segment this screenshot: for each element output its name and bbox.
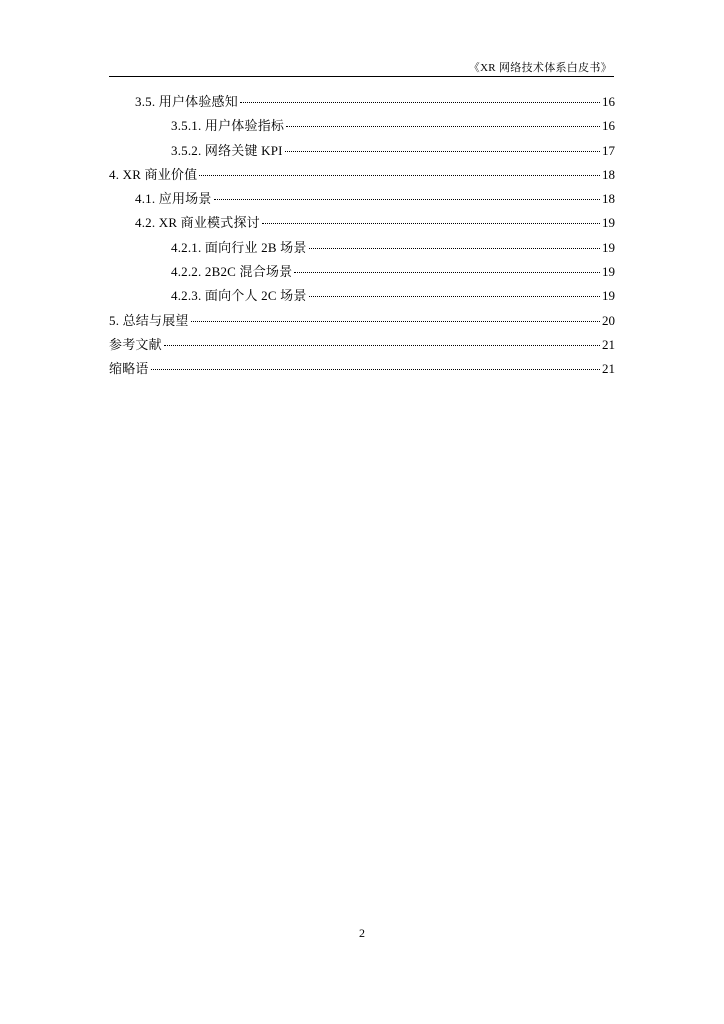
toc-entry-label: 4.2.2. 2B2C 混合场景 bbox=[171, 264, 293, 280]
toc-dot-leader bbox=[286, 126, 600, 127]
toc-entry-page: 17 bbox=[602, 142, 615, 158]
toc-entry-label: 3.5. 用户体验感知 bbox=[135, 94, 238, 109]
toc-entry-page: 16 bbox=[602, 118, 615, 134]
toc-entry-page: 20 bbox=[602, 312, 615, 328]
toc-entry-page: 19 bbox=[602, 264, 615, 280]
toc-entry-label: 3.5.2. 网络关键 KPI bbox=[171, 142, 283, 158]
toc-entry[interactable] bbox=[109, 188, 615, 212]
toc-entry-page: 21 bbox=[602, 336, 615, 352]
toc-entry[interactable] bbox=[109, 310, 615, 334]
toc-entry-label: 4. XR 商业价值 bbox=[109, 166, 198, 182]
toc-dot-leader bbox=[285, 151, 600, 152]
toc-entry-page: 19 bbox=[602, 288, 615, 304]
toc-dot-leader bbox=[214, 199, 600, 200]
toc-entry-label: 参考文献 bbox=[109, 336, 162, 352]
toc-entry[interactable] bbox=[109, 91, 615, 115]
toc-entry[interactable] bbox=[109, 237, 615, 261]
toc-entry-label: 3.5.1. 用户体验指标 bbox=[171, 118, 285, 134]
toc-entry[interactable] bbox=[109, 358, 615, 382]
toc-entry[interactable] bbox=[109, 212, 615, 236]
toc-entry-page: 18 bbox=[602, 166, 615, 182]
toc-entry-label: 4.2.1. 面向行业 2B 场景 bbox=[171, 239, 307, 255]
toc-entry-label: 4.2. XR 商业模式探讨 bbox=[135, 215, 260, 231]
toc-entry-page: 19 bbox=[602, 215, 615, 231]
toc-entry[interactable] bbox=[109, 164, 615, 188]
toc-entry[interactable] bbox=[109, 334, 615, 358]
toc-entry[interactable] bbox=[109, 261, 615, 285]
toc-entry-page: 19 bbox=[602, 239, 615, 255]
toc-dot-leader bbox=[164, 345, 600, 346]
toc-dot-leader bbox=[199, 175, 600, 176]
toc-entry-label: 缩略语 bbox=[109, 361, 149, 377]
toc-entry-label: 4.1. 应用场景 bbox=[135, 191, 212, 207]
toc-dot-leader bbox=[294, 272, 600, 273]
table-of-contents bbox=[109, 91, 615, 383]
page-number: 2 bbox=[359, 926, 365, 940]
toc-dot-leader bbox=[191, 321, 600, 322]
toc-entry-label: 5. 总结与展望 bbox=[109, 312, 189, 328]
header-divider bbox=[109, 76, 614, 77]
toc-dot-leader bbox=[309, 248, 600, 249]
toc-entry-page: 21 bbox=[602, 361, 615, 377]
toc-entry-label: 4.2.3. 面向个人 2C 场景 bbox=[171, 288, 307, 304]
toc-entry[interactable] bbox=[109, 115, 615, 139]
toc-entry[interactable] bbox=[109, 140, 615, 164]
toc-entry-page: 18 bbox=[602, 191, 615, 207]
toc-dot-leader bbox=[262, 223, 600, 224]
toc-entry-page: 16 bbox=[602, 94, 615, 109]
toc-dot-leader bbox=[151, 369, 600, 370]
toc-entry[interactable] bbox=[109, 285, 615, 309]
toc-dot-leader bbox=[240, 102, 600, 103]
toc-dot-leader bbox=[309, 296, 600, 297]
running-header-title: 《XR 网络技术体系白皮书》 bbox=[468, 62, 612, 74]
